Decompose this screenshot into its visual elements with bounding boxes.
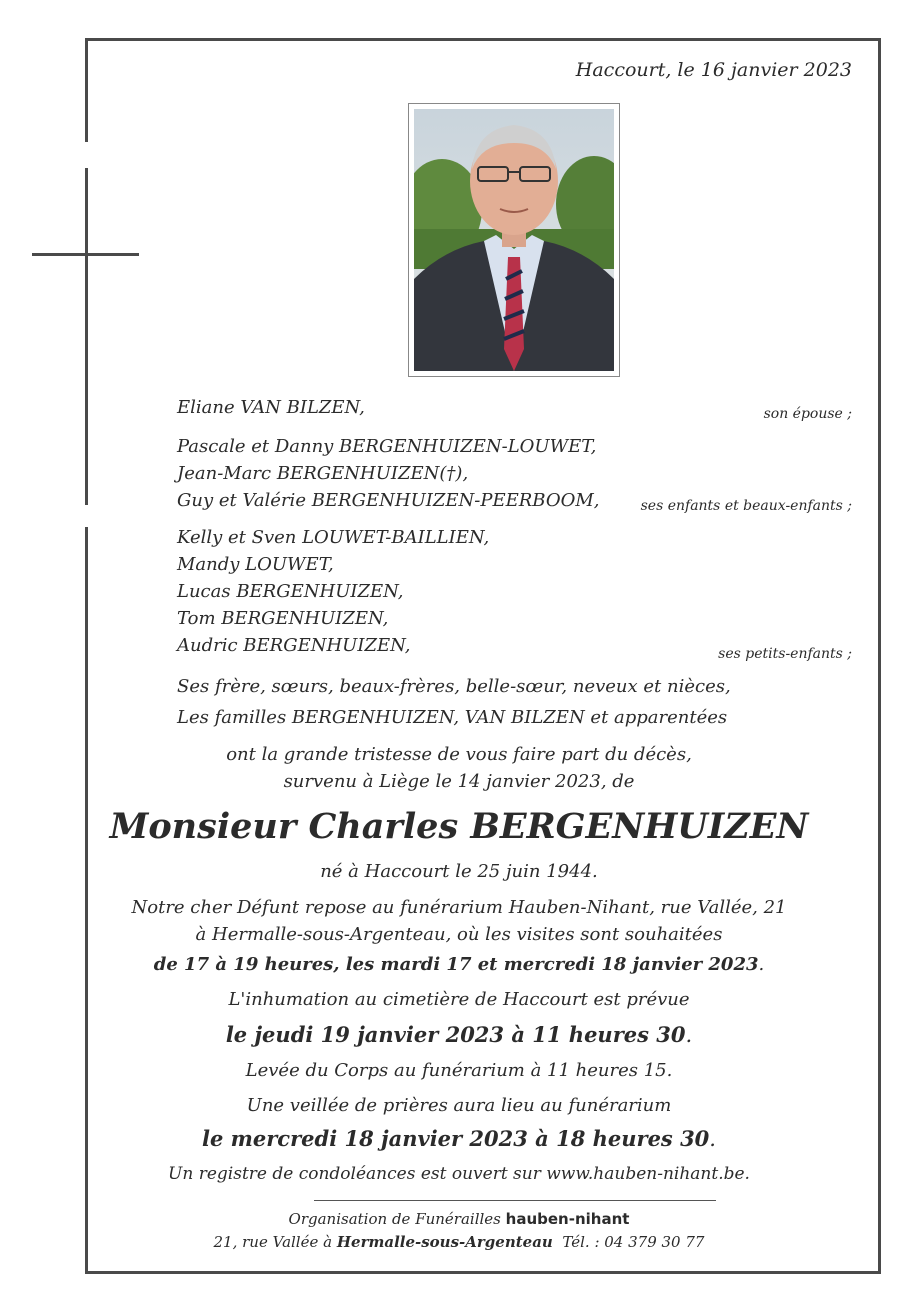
other-relatives [177,673,731,731]
vigil-date-end: . [709,1127,716,1151]
footer-address-city: Hermalle-sous-Argenteau [336,1233,553,1251]
relatives-line: Les familles BERGENHUIZEN, VAN BILZEN et apparentées [177,707,728,728]
visit-line: à Hermalle-sous-Argenteau, où les visites sont souhaitées [195,924,723,945]
visit-hours-text: de 17 à 19 heures, les mardi 17 et mercredi 18 janvier 2023 [153,954,759,975]
family-name: Kelly et Sven LOUWET-BAILLIEN, [177,527,490,548]
relation-label: son épouse ; [763,406,852,422]
vigil-intro: Une veillée de prières aura lieu au funérarium [246,1095,672,1116]
announcement-line: ont la grande tristesse de vous faire part du décès, [226,744,692,765]
footer-address [0,1233,918,1251]
footer-org-prefix: Organisation de Funérailles [288,1210,501,1228]
levee-info: Levée du Corps au funérarium à 11 heures 15. [245,1060,673,1081]
footer-address-prefix: 21, rue Vallée à [213,1233,333,1251]
visit-hours-end: . [758,954,765,975]
family-name: Pascale et Danny BERGENHUIZEN-LOUWET, [177,436,597,457]
family-name: Lucas BERGENHUIZEN, [177,581,404,602]
frame-top-border [85,38,881,41]
footer-organisation [0,1210,918,1228]
frame-left-border-top [85,38,88,142]
family-group-children [177,433,600,514]
family-name: Guy et Valérie BERGENHUIZEN-PEERBOOM, [177,490,600,511]
burial-date [0,1022,918,1047]
brand-logo: hauben-nihant [505,1210,630,1228]
visit-line: Notre cher Défunt repose au funérarium Hauben-Nihant, rue Vallée, 21 [131,897,787,918]
relation-label: ses petits-enfants ; [718,646,852,662]
announcement-line: survenu à Liège le 14 janvier 2023, de [283,771,635,792]
frame-bottom-border [85,1271,881,1274]
cross-vertical-bar [85,168,88,505]
condolences-info: Un registre de condoléances est ouvert sur www.hauben-nihant.be. [168,1164,750,1184]
relation-label: ses enfants et beaux-enfants ; [640,498,852,514]
vigil-date [0,1126,918,1151]
family-name: Mandy LOUWET, [177,554,334,575]
cross-horizontal-bar [32,253,139,256]
family-name: Jean-Marc BERGENHUIZEN(†), [177,463,469,484]
relatives-line: Ses frère, sœurs, beaux-frères, belle-sœur, neveux et nièces, [177,676,731,697]
portrait-photo [408,103,620,377]
birth-info: né à Haccourt le 25 juin 1944. [320,861,598,882]
portrait-illustration [414,109,614,371]
place-date: Haccourt, le 16 janvier 2023 [575,59,852,81]
deceased-name: Monsieur Charles BERGENHUIZEN [109,806,809,847]
family-name: Tom BERGENHUIZEN, [177,608,389,629]
vigil-date-text: le mercredi 18 janvier 2023 à 18 heures 30 [202,1126,710,1151]
footer-divider [314,1200,716,1201]
frame-right-border [878,38,881,1274]
family-name: Eliane VAN BILZEN, [177,397,365,418]
visit-hours [0,954,918,975]
burial-date-text: le jeudi 19 janvier 2023 à 11 heures 30 [225,1022,686,1047]
family-group-grandchildren [177,524,489,659]
family-group-spouse [177,394,365,421]
burial-date-end: . [685,1023,693,1047]
footer-phone: Tél. : 04 379 30 77 [562,1233,705,1251]
burial-intro: L'inhumation au cimetière de Haccourt est prévue [228,989,690,1010]
family-name: Audric BERGENHUIZEN, [177,635,411,656]
